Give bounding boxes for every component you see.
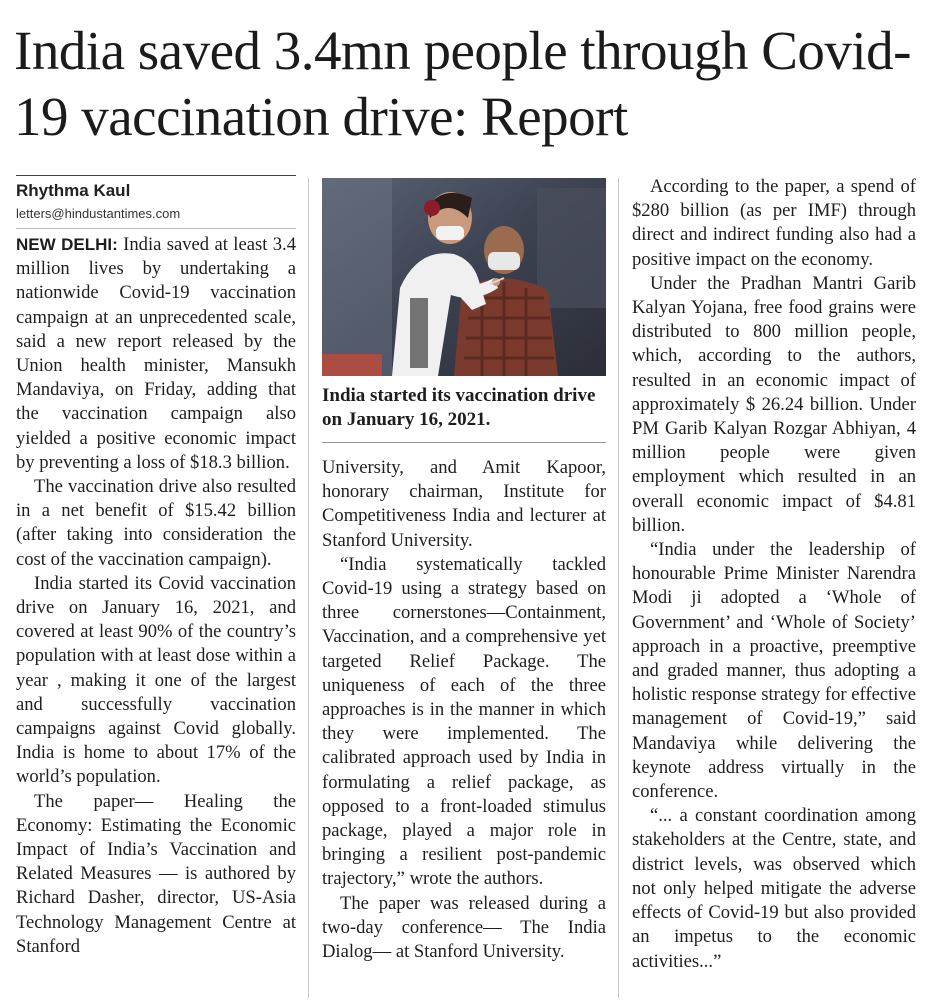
paragraph: “India under the leadership of honourable Prime Minister Narendra Modi ji adopted a ‘Whole of Government’ and ‘Whole of Society’ approach in a proactive, preemptive and graded manner, thus adopting a holistic response strategy for effective management of Covid-19,” said Mandaviya while delivering the keynote address virtually in the conference. — [632, 539, 916, 803]
headline: India saved 3.4mn people through Covid-19 vaccination drive: Report — [14, 20, 911, 147]
lead-text: India saved at least 3.4 million lives by undertaking a nationwide Covid-19 vaccination campaign at an unprecedented scale, said a new report released by the Union health minister, Mansukh Mandaviya, on Friday, adding that the vaccination campaign also yielded a positive economic impact by preventing a loss of $18.3 billion. — [16, 234, 296, 473]
lead-paragraph — [16, 233, 296, 475]
column-2 — [322, 456, 606, 964]
paragraph: According to the paper, a spend of $280 billion (as per IMF) through direct and indirect funding also had a positive impact on the economy. — [632, 176, 916, 270]
paragraph: India started its Covid vaccination drive on January 16, 2021, and covered at least 90% of the country’s population with at least dose within a year , making it one of the largest and successfully vaccination campaigns against Covid globally. India is home to about 17% of the world’s population. — [16, 572, 296, 788]
author-email: letters@hindustantimes.com — [16, 204, 296, 229]
vaccination-photo-illustration — [322, 178, 606, 376]
byline — [16, 175, 296, 229]
paragraph: “India systematically tackled Covid-19 using a strategy based on three cornerstones—Containment, Vaccination, and a comprehensive yet targeted Relief Package. The uniqueness of each of the three approaches is in the manner in which they were implemented. The calibrated approach used by India in formulating a relief package, as opposed to a front-loaded stimulus package, played a major role in bringing a resilient post-pandemic trajectory,” wrote the authors. — [322, 553, 606, 890]
paragraph: “... a constant coordination among stakeholders at the Centre, state, and district levels, was observed which not only helped mitigate the adverse effects of Covid-19 but also provided an impetus to the economic activities...” — [632, 805, 916, 972]
column-3 — [632, 175, 916, 974]
vaccination-photo — [322, 178, 606, 376]
author-name: Rhythma Kaul — [16, 175, 296, 204]
paragraph: The paper was released during a two-day conference— The India Dialog— at Stanford University. — [322, 892, 606, 963]
paragraph: The paper— Healing the Economy: Estimating the Economic Impact of India’s Vaccination and Related Measures — is authored by Richard Dasher, director, US-Asia Technology Management Centre at Stanford — [16, 790, 296, 957]
column-1 — [16, 175, 296, 959]
photo-caption: India started its vaccination drive on January 16, 2021. — [322, 384, 606, 443]
column-divider — [308, 178, 309, 998]
paragraph: University, and Amit Kapoor, honorary chairman, Institute for Competitiveness India and lecturer at Stanford University. — [322, 457, 606, 551]
dateline: NEW DELHI: — [16, 235, 118, 254]
paragraph: Under the Pradhan Mantri Garib Kalyan Yojana, free food grains were distributed to 800 million people, which, according to the authors, resulted in an economic impact of approximately $ 26.24 billion. Under PM Garib Kalyan Rozgar Abhiyan, 4 million people were given employment which resulted in an overall economic impact of $4.81 billion. — [632, 272, 916, 536]
paragraph: The vaccination drive also resulted in a net benefit of $15.42 billion (after taking into consideration the cost of the vaccination campaign). — [16, 476, 296, 570]
column-divider — [618, 178, 619, 998]
